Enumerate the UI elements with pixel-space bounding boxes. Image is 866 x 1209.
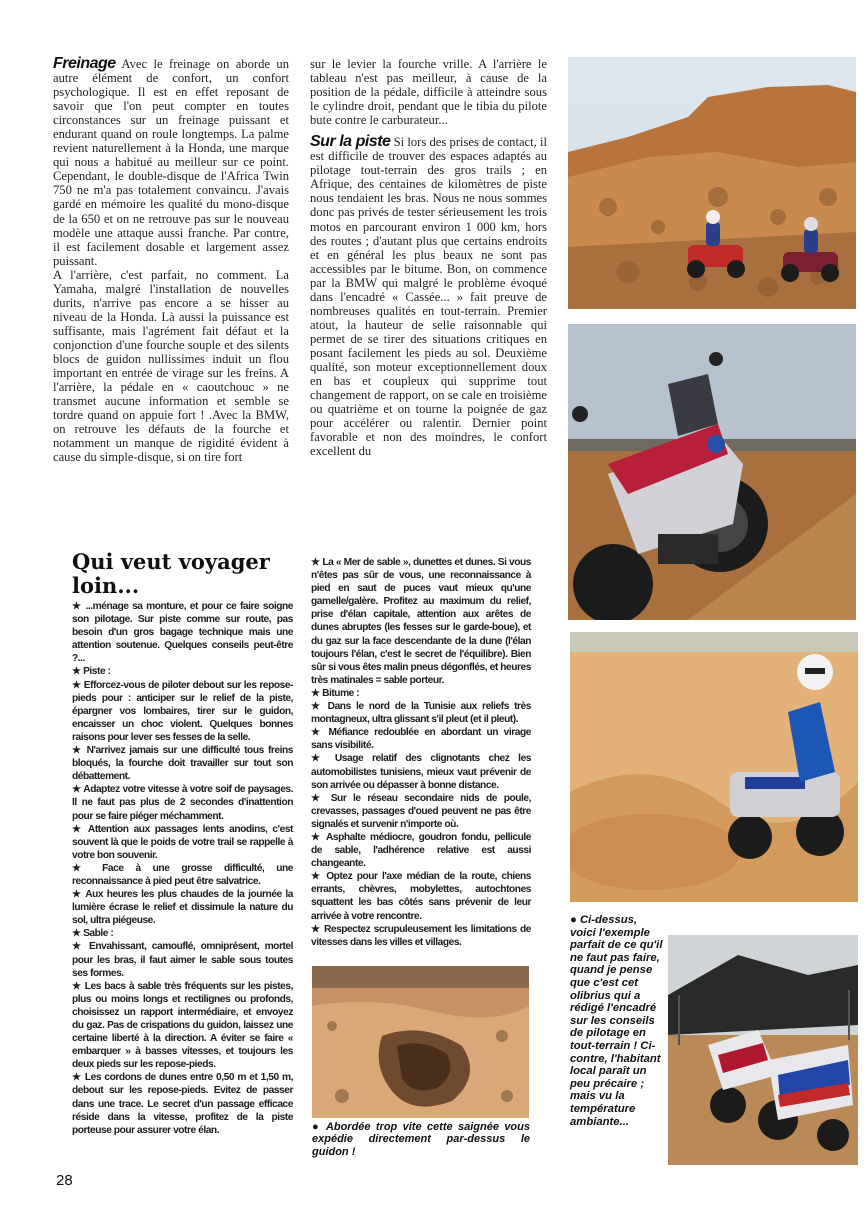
- photo-sand-trench: [312, 966, 529, 1118]
- photo-yamaha-sand: [570, 632, 858, 902]
- tip-item: ★ Les cordons de dunes entre 0,50 m et 1,50 m, debout sur les repose-pieds. Evitez de passer dans une trace. Le secret d'un passage efficace réside dans la vitesse, profitez de la piste porteuse pour assurer votre élan.: [72, 1072, 293, 1136]
- tip-heading: ★ Bitume :: [311, 687, 360, 699]
- tip-item: ★ Les bacs à sable très fréquents sur les pistes, plus ou moins longs et rectilignes ou profonds, choisissez un rapport intermédiaire, et envoyez du gaz. Pas de crispations du guidon, laissez une certaine liberté à la direction. A éviter se faire « embarquer » à basses vitesses, et toujours les deux pieds sur les repose-pieds.: [72, 980, 293, 1071]
- tip-item: ★ Usage relatif des clignotants chez les automobilistes tunisiens, mieux vaut prévenir de son arrivée ou dépasser à bonne distance.: [311, 753, 531, 791]
- tip-item: ★ Adaptez votre vitesse à votre soif de paysages. Il ne faut pas plus de 2 secondes d'inattention pour se faire piéger méchamment.: [72, 784, 293, 822]
- tip-item: ★ Respectez scrupuleusement les limitations de vitesses dans les villes et villages.: [311, 923, 531, 948]
- photo-bmw-closeup: [568, 324, 856, 620]
- side-photo-caption: ● Ci-dessus, voici l'exemple parfait de ce qu'il ne faut pas faire, quand je pense que c'est cet olibrius qui a rédigé l'encadré sur les conseils de pilotage en tout-terrain ! Ci-contre, l'habitant local paraît un peu précaire ; mais vu la température ambiante...: [570, 914, 663, 1128]
- tip-item: ★ Asphalte médiocre, goudron fondu, pellicule de sable, l'adhérence relative est aussi changeante.: [311, 831, 531, 870]
- tip-item: ★ Attention aux passages lents anodins, c'est souvent là que le poids de votre trail se rappelle à votre bon souvenir.: [72, 823, 293, 861]
- tip-item: ★ Sur le réseau secondaire nids de poule, crevasses, passages d'oued peuvent ne pas être signalés et survenir n'importe où.: [311, 792, 531, 830]
- paragraph-sur-la-piste: Si lors des prises de contact, il est difficile de trouver des espaces adaptés au pilotage tout-terrain des gros trails ; en Afrique, des centaines de kilomètres de piste nous tendaient les bras. Nous ne nous sommes donc pas privés de tester sérieusement les trois motos en parcourant environ 1 000 km, hors des routes ; d'autant plus que certains endroits et en général les plus beaux ne sont pas accessibles par le bitume. Bon, on commence par la BMW qui malgré le problème évoqué dans l'encadré « Cassée... » fait preuve de nombreuses qualités en tout-terrain. Premier atout, la hauteur de selle raisonnable qui permet de se tirer des situations critiques en posant facilement les pieds au sol. Deuxième qualité, son moteur exceptionnellement doux en bas et coupleux qui supprime tout changement de rapport, on se cale en troisième ou quatrième et on tourne la poignée de gaz pour accélérer ou ralentir. Dernier point favorable et non des moindres, le confort excellent du: [310, 135, 548, 459]
- tip-item: ★ Optez pour l'axe médian de la route, chiens errants, chèvres, mobylettes, autochtones squattent les bas côtés sans prévenir de leur arrivée à votre rencontre.: [311, 871, 531, 922]
- tip-item: ★ Envahissant, camouflé, omniprésent, mortel pour les bras, il faut aimer le sable sous toutes ses formes.: [72, 941, 293, 979]
- photo-bikes-tents: [668, 935, 858, 1165]
- box-column-right: [311, 556, 531, 949]
- tip-item: ★ Face à une grosse difficulté, une reconnaissance à pied peut être salvatrice.: [72, 862, 293, 887]
- paragraph-freinage: Avec le freinage on aborde un autre élément de confort, un confort psychologique. Il est en effet reposant de savoir que l'on peut compter en toutes circonstances sur un freinage puissant et endurant quand on roule longtemps. La palme revient naturellement à la Honda, une marque qui nous a habitué au meilleur sur ce point. Cependant, le double-disque de l'Africa Twin 750 ne m'a pas totalement convaincu. J'avais gardé en mémoire les qualité du mono-disque de la 650 et on ne retrouve pas sur le nouveau modèle une attaque aussi franche. Par contre, il est facilement dosable et largement assez puissant.: [53, 57, 289, 268]
- box-column-left: [72, 600, 293, 1137]
- section-heading-freinage: Freinage: [53, 55, 116, 72]
- article-column-2: [310, 57, 547, 458]
- article-column-1: [53, 57, 289, 464]
- tip-item: ★ Dans le nord de la Tunisie aux reliefs très montagneux, ultra glissant s'il pleut (et il pleut).: [311, 701, 531, 726]
- tip-item: ★ Efforcez-vous de piloter debout sur les repose-pieds pour : anticiper sur le relief de la piste, épargner vos lombaires, tirer sur le guidon, encaisser un choc violent. Quelques bonnes raisons pour lever ses fesses de la selle.: [72, 679, 293, 743]
- tip-heading: ★ Piste :: [72, 666, 111, 678]
- tip-item: ★ N'arrivez jamais sur une difficulté tous freins bloqués, la fourche doit travailler sur tout son débattement.: [72, 745, 293, 783]
- tip-item: ★ La « Mer de sable », dunettes et dunes. Si vous n'êtes pas sûr de vous, une reconnaissance à pied en saut de puces vaut mieux qu'une gamelle/galère. Profitez au maximum du relief, prise d'élan capitale, attention aux arêtes de dunes abruptes (les fesses sur le garde-boue), et du gaz sur la face descendante de la dune (l'élan toujours l'élan, c'est le secret de l'équilibre). Bien sûr si vous êtes malin pneus dégonflés, et heures très matinales = sable porteur.: [311, 557, 531, 686]
- tip-item: ★ Méfiance redoublée en abordant un virage sans visibilité.: [311, 727, 531, 752]
- paragraph-continued: sur le levier la fourche vrille. A l'arrière le tableau n'est pas meilleur, à cause de la position de la pédale, difficile à atteindre sous le cylindre droit, pendant que le tibia du pilote bute contre le carburateur...: [310, 57, 547, 128]
- tip-heading: ★ Sable :: [72, 928, 114, 940]
- tip-item: ★ ...ménage sa monture, et pour ce faire soigne son pilotage. Sur piste comme sur route, pas besoin d'un gros bagage technique mais une attention soutenue. Quelques conseils peut-être ?...: [72, 601, 293, 665]
- paragraph-arriere: A l'arrière, c'est parfait, no comment. La Yamaha, malgré l'installation de nouvelles durits, n'arrive pas encore a se hisser au niveau de la Honda. Là aussi la puissance est suffisante, mais l'agrément fait défaut et la conjonction d'une fourche souple et des silents blocs de guidon nullissimes induit un flou important en entrée de virage sur les freins. A l'arrière, la pédale en « caoutchouc » ne transmet aucune information et semble se tordre quand on appuie fort ! .Avec la BMW, on retrouve les défauts de la fourche et notamment un manque de rigidité évident à cause du simple-disque, si on tire fort: [53, 267, 289, 465]
- page-number: 28: [56, 1172, 73, 1189]
- trench-photo-caption: ● Abordée trop vite cette saignée vous expédie directement par-dessus le guidon !: [312, 1121, 530, 1158]
- box-title: Qui veut voyager loin...: [72, 549, 270, 598]
- section-heading-sur-la-piste: Sur la piste: [310, 133, 391, 151]
- photo-desert-riders: [568, 57, 856, 309]
- tip-item: ★ Aux heures les plus chaudes de la journée la lumière écrase le relief et dissimule la nature du sol, ultra piégeuse.: [72, 889, 293, 927]
